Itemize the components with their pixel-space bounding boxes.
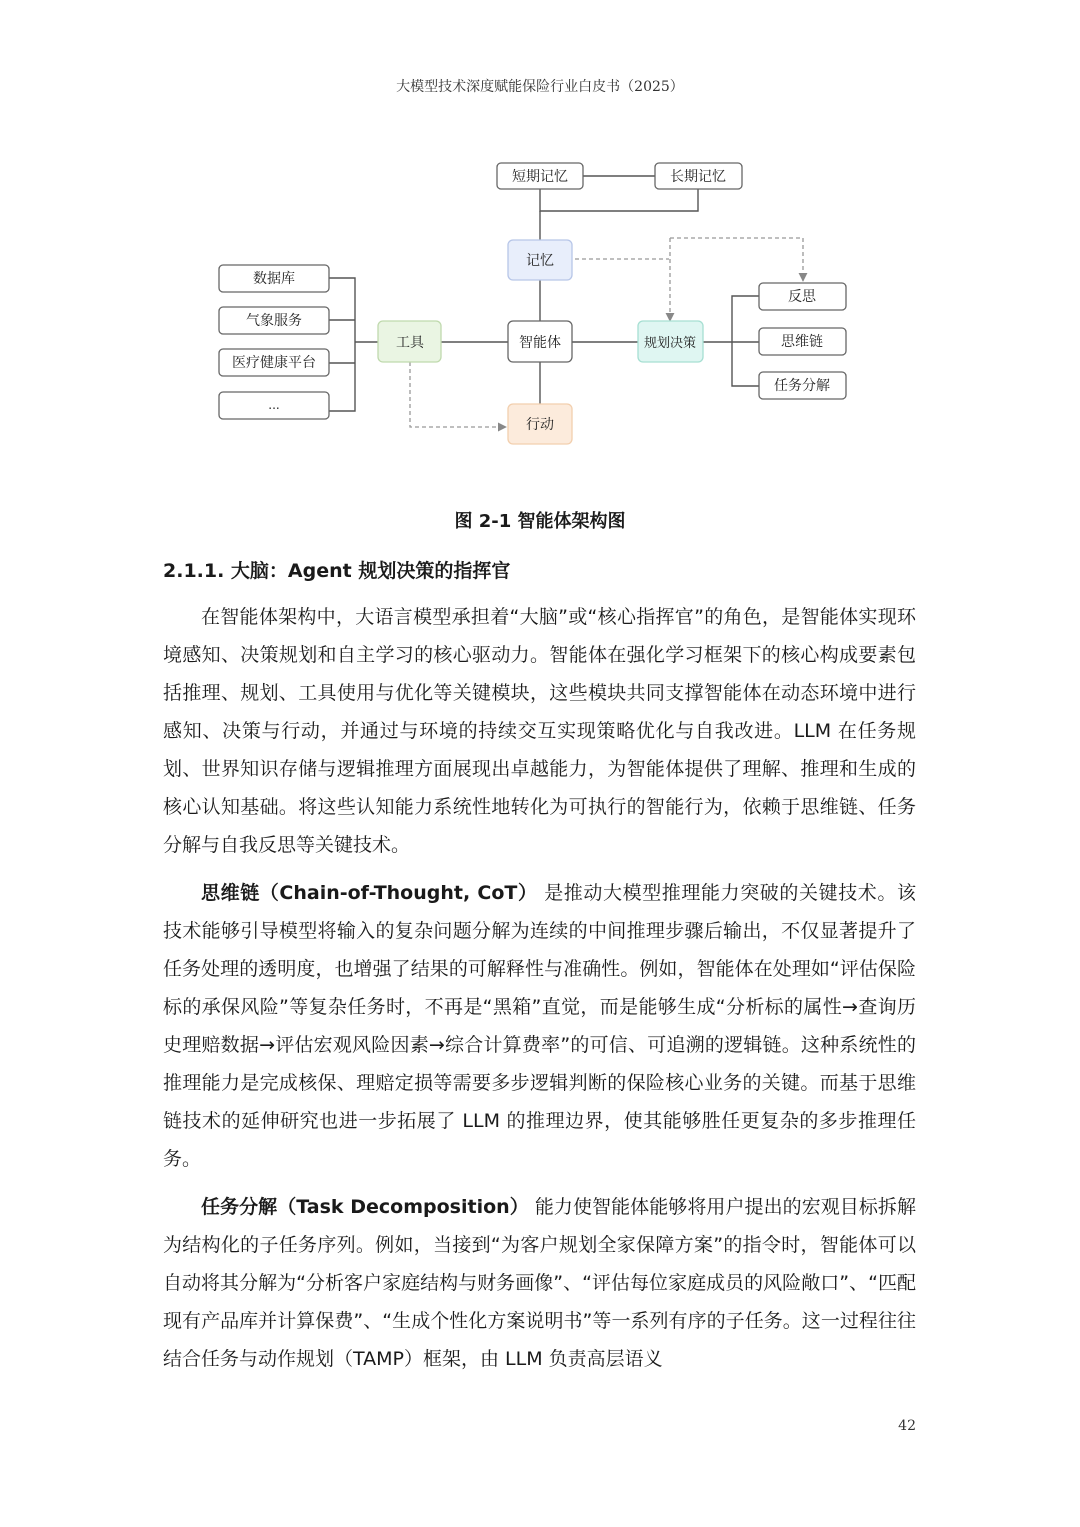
node-agent: [508, 321, 572, 362]
node-health-platform-label: 医疗健康平台: [232, 355, 316, 371]
dashed-connectors: [410, 238, 803, 427]
node-short-memory: [497, 163, 583, 189]
node-task-decomposition: [759, 372, 846, 399]
node-tools-label: 工具: [396, 335, 424, 351]
node-action: [508, 404, 572, 444]
node-short-memory-label: 短期记忆: [512, 169, 568, 185]
paragraph-chain-of-thought-text: 是推动大模型推理能力突破的关键技术。该技术能够引导模型将输入的复杂问题分解为连续的中间推理步骤后输出，不仅显著提升了任务处理的透明度，也增强了结果的可解释性与准确性。例如，智能体在处理如“评估保险标的承保风险”等复杂任务时，不再是“黑箱”直觉，而是能够生成“分析标的属性→查询历史理赔数据→评估宏观风险因素→综合计算费率”的可信、可追溯的逻辑链。这种系统性的推理能力是完成核保、理赔定损等需要多步逻辑判断的保险核心业务的关键。而基于思维链技术的延伸研究也进一步拓展了 LLM 的推理边界，使其能够胜任更复杂的多步推理任务。: [163, 882, 916, 1170]
node-memory-label: 记忆: [526, 253, 554, 269]
node-task-decomposition-label: 任务分解: [774, 378, 830, 394]
page-number: 42: [898, 1418, 916, 1434]
paragraph-chain-of-thought: [163, 874, 916, 1178]
node-memory: [508, 240, 572, 280]
figure-caption: 图 2-1 智能体架构图: [454, 511, 626, 532]
node-database-label: 数据库: [253, 271, 295, 287]
paragraph-brain: 在智能体架构中，大语言模型承担着“大脑”或“核心指挥官”的角色，是智能体实现环境感知、决策规划和自主学习的核心驱动力。智能体在强化学习框架下的核心构成要素包括推理、规划、工具使用与优化等关键模块，这些模块共同支撑智能体在动态环境中进行感知、决策与行动，并通过与环境的持续交互实现策略优化与自我改进。LLM 在任务规划、世界知识存储与逻辑推理方面展现出卓越能力，为智能体提供了理解、推理和生成的核心认知基础。将这些认知能力系统性地转化为可执行的智能行为，依赖于思维链、任务分解与自我反思等关键技术。: [163, 606, 916, 856]
section-heading: 2.1.1. 大脑：Agent 规划决策的指挥官: [163, 560, 511, 582]
node-tools: [378, 321, 441, 362]
node-reflection-label: 反思: [788, 289, 816, 305]
term-task-decomposition: 任务分解（Task Decomposition）: [201, 1196, 529, 1218]
node-planning-label: 规划决策: [643, 336, 697, 351]
node-agent-label: 智能体: [519, 335, 561, 351]
node-ellipsis: [219, 392, 329, 419]
node-action-label: 行动: [526, 417, 554, 433]
node-planning: [638, 321, 703, 362]
node-weather-service: [219, 307, 329, 334]
paragraph-task-decomposition-text: 能力使智能体能够将用户提出的宏观目标拆解为结构化的子任务序列。例如，当接到“为客户规划全家保障方案”的指令时，智能体可以自动将其分解为“分析客户家庭结构与财务画像”、“评估每位家庭成员的风险敞口”、“匹配现有产品库并计算保费”、“生成个性化方案说明书”等一系列有序的子任务。这一过程往往结合任务与动作规划（TAMP）框架，由 LLM 负责高层语义: [163, 1196, 916, 1370]
agent-architecture-diagram: [0, 150, 1080, 460]
node-long-memory-label: 长期记忆: [670, 169, 726, 185]
connector-lines: [329, 176, 759, 411]
node-reflection: [759, 283, 846, 310]
node-weather-service-label: 气象服务: [246, 313, 302, 329]
node-chain-of-thought-label: 思维链: [781, 334, 823, 350]
term-chain-of-thought: 思维链（Chain-of-Thought, CoT）: [201, 882, 538, 904]
node-database: [219, 265, 329, 292]
node-health-platform: [219, 349, 329, 376]
paragraph-task-decomposition: [163, 1188, 916, 1378]
node-long-memory: [655, 163, 742, 189]
running-header: 大模型技术深度赋能保险行业白皮书（2025）: [396, 79, 684, 95]
node-ellipsis-label: ...: [268, 398, 280, 412]
node-chain-of-thought: [759, 328, 846, 355]
